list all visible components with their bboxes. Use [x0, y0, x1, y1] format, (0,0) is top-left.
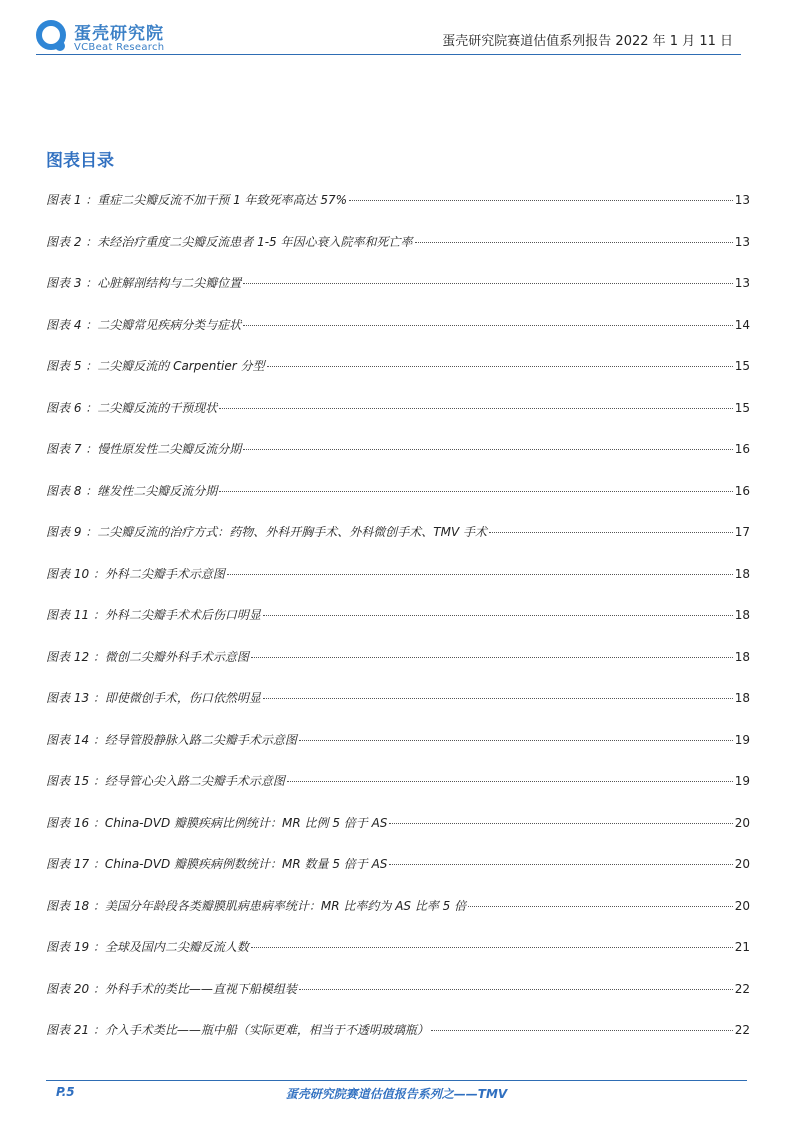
toc-entry-label: 图表 20 ：外科手术的类比——直视下船模组装 — [46, 981, 297, 996]
toc-entry-page: 16 — [734, 442, 750, 456]
toc-entry[interactable] — [46, 399, 750, 441]
toc-entry[interactable] — [46, 523, 750, 565]
toc-entry-page: 20 — [734, 815, 750, 830]
logo-dot-icon — [55, 41, 65, 51]
toc-entry-page: 18 — [734, 566, 750, 581]
toc-entry-label: 图表 21 ：介入手术类比——瓶中船（实际更难，相当于不透明玻璃瓶） — [46, 1023, 429, 1037]
toc-entry-label: 图表 12 ：微创二尖瓣外科手术示意图 — [46, 649, 249, 664]
toc-entry[interactable] — [46, 440, 750, 482]
toc-dot-leader — [299, 740, 733, 741]
toc-entry-page: 19 — [734, 732, 750, 747]
footer-series-title: 蛋壳研究院赛道估值报告系列之——TMV — [285, 1087, 508, 1101]
toc-entry[interactable] — [46, 772, 750, 814]
toc-entry-page: 20 — [734, 857, 750, 871]
toc-entry-label: 图表 3 ：心脏解剖结构与二尖瓣位置 — [46, 276, 242, 290]
toc-list — [46, 191, 750, 1063]
toc-entry-label: 图表 17 ：China-DVD 瓣膜疾病例数统计：MR 数量 5 倍于 AS — [46, 857, 388, 871]
toc-entry-page: 22 — [734, 1023, 750, 1037]
footer-divider — [46, 1080, 747, 1081]
toc-entry-label: 图表 10 ：外科二尖瓣手术示意图 — [46, 566, 225, 581]
toc-entry[interactable] — [46, 606, 750, 648]
toc-dot-leader — [251, 947, 733, 948]
toc-dot-leader — [251, 657, 733, 658]
toc-entry-label: 图表 19 ：全球及国内二尖瓣反流人数 — [46, 940, 249, 954]
toc-entry[interactable] — [46, 814, 750, 856]
toc-entry[interactable] — [46, 357, 750, 399]
toc-entry-label: 图表 13 ：即使微创手术，伤口依然明显 — [46, 691, 261, 705]
toc-dot-leader — [227, 574, 733, 575]
toc-dot-leader — [219, 491, 732, 492]
toc-dot-leader — [299, 989, 733, 990]
toc-dot-leader — [287, 781, 733, 782]
toc-entry[interactable] — [46, 731, 750, 773]
toc-dot-leader — [267, 366, 733, 367]
toc-entry-label: 图表 16 ：China-DVD 瓣膜疾病比例统计：MR 比例 5 倍于 AS — [46, 815, 388, 830]
toc-dot-leader — [263, 615, 733, 616]
toc-entry-page: 13 — [734, 276, 750, 290]
toc-dot-leader — [389, 864, 732, 865]
toc-entry-label: 图表 8 ：继发性二尖瓣反流分期 — [46, 483, 218, 498]
logo-english-name: VCBeat Research — [74, 42, 165, 53]
toc-dot-leader — [489, 532, 733, 533]
toc-entry[interactable] — [46, 191, 750, 233]
toc-entry-page: 13 — [734, 234, 750, 249]
toc-dot-leader — [219, 408, 732, 409]
toc-dot-leader — [431, 1030, 733, 1031]
report-header-title: 蛋壳研究院赛道估值系列报告 2022 年 1 月 11 日 — [442, 34, 733, 49]
footer-page-number: P.5 — [56, 1085, 75, 1099]
toc-entry-label: 图表 11 ：外科二尖瓣手术术后伤口明显 — [46, 608, 261, 622]
toc-entry-page: 15 — [734, 359, 750, 373]
toc-entry-label: 图表 7 ：慢性原发性二尖瓣反流分期 — [46, 442, 242, 456]
toc-entry-page: 22 — [734, 981, 750, 996]
toc-dot-leader — [349, 200, 733, 201]
toc-entry[interactable] — [46, 689, 750, 731]
toc-entry-page: 14 — [734, 317, 750, 332]
toc-entry-page: 21 — [734, 940, 750, 954]
toc-entry[interactable] — [46, 648, 750, 690]
toc-entry-page: 17 — [734, 525, 750, 539]
header-divider — [36, 54, 741, 55]
toc-entry-label: 图表 9 ：二尖瓣反流的治疗方式：药物、外科开胸手术、外科微创手术、TMV 手术 — [46, 525, 487, 539]
toc-entry[interactable] — [46, 897, 750, 939]
toc-entry-page: 18 — [734, 649, 750, 664]
toc-entry[interactable] — [46, 938, 750, 980]
toc-dot-leader — [243, 449, 732, 450]
toc-dot-leader — [415, 242, 733, 243]
toc-entry-page: 19 — [734, 774, 750, 788]
vcbeat-logo — [36, 18, 196, 58]
toc-entry[interactable] — [46, 274, 750, 316]
toc-dot-leader — [243, 325, 732, 326]
toc-entry-label: 图表 2 ：未经治疗重度二尖瓣反流患者 1-5 年因心衰入院率和死亡率 — [46, 234, 413, 249]
toc-dot-leader — [263, 698, 733, 699]
toc-entry[interactable] — [46, 482, 750, 524]
toc-entry-page: 16 — [734, 483, 750, 498]
logo-chinese-name: 蛋壳研究院 — [74, 24, 164, 44]
toc-entry-label: 图表 4 ：二尖瓣常见疾病分类与症状 — [46, 317, 242, 332]
toc-entry[interactable] — [46, 855, 750, 897]
toc-entry[interactable] — [46, 565, 750, 607]
toc-entry-page: 18 — [734, 691, 750, 705]
toc-entry-page: 18 — [734, 608, 750, 622]
toc-entry-label: 图表 15 ：经导管心尖入路二尖瓣手术示意图 — [46, 774, 285, 788]
toc-entry[interactable] — [46, 980, 750, 1022]
toc-entry-page: 15 — [734, 400, 750, 415]
toc-entry-label: 图表 6 ：二尖瓣反流的干预现状 — [46, 400, 218, 415]
toc-entry-label: 图表 14 ：经导管股静脉入路二尖瓣手术示意图 — [46, 732, 297, 747]
toc-dot-leader — [468, 906, 733, 907]
toc-entry[interactable] — [46, 316, 750, 358]
toc-entry-label: 图表 5 ：二尖瓣反流的 Carpentier 分型 — [46, 359, 265, 373]
toc-title: 图表目录 — [46, 151, 114, 171]
toc-entry[interactable] — [46, 1021, 750, 1063]
toc-dot-leader — [243, 283, 732, 284]
toc-entry-label: 图表 18 ：美国分年龄段各类瓣膜肌病患病率统计：MR 比率约为 AS 比率 5 倍 — [46, 898, 467, 913]
toc-entry-label: 图表 1 ：重症二尖瓣反流不加干预 1 年致死率高达 57% — [46, 193, 348, 207]
toc-entry-page: 20 — [734, 898, 750, 913]
toc-entry[interactable] — [46, 233, 750, 275]
toc-dot-leader — [389, 823, 732, 824]
toc-entry-page: 13 — [734, 193, 750, 207]
